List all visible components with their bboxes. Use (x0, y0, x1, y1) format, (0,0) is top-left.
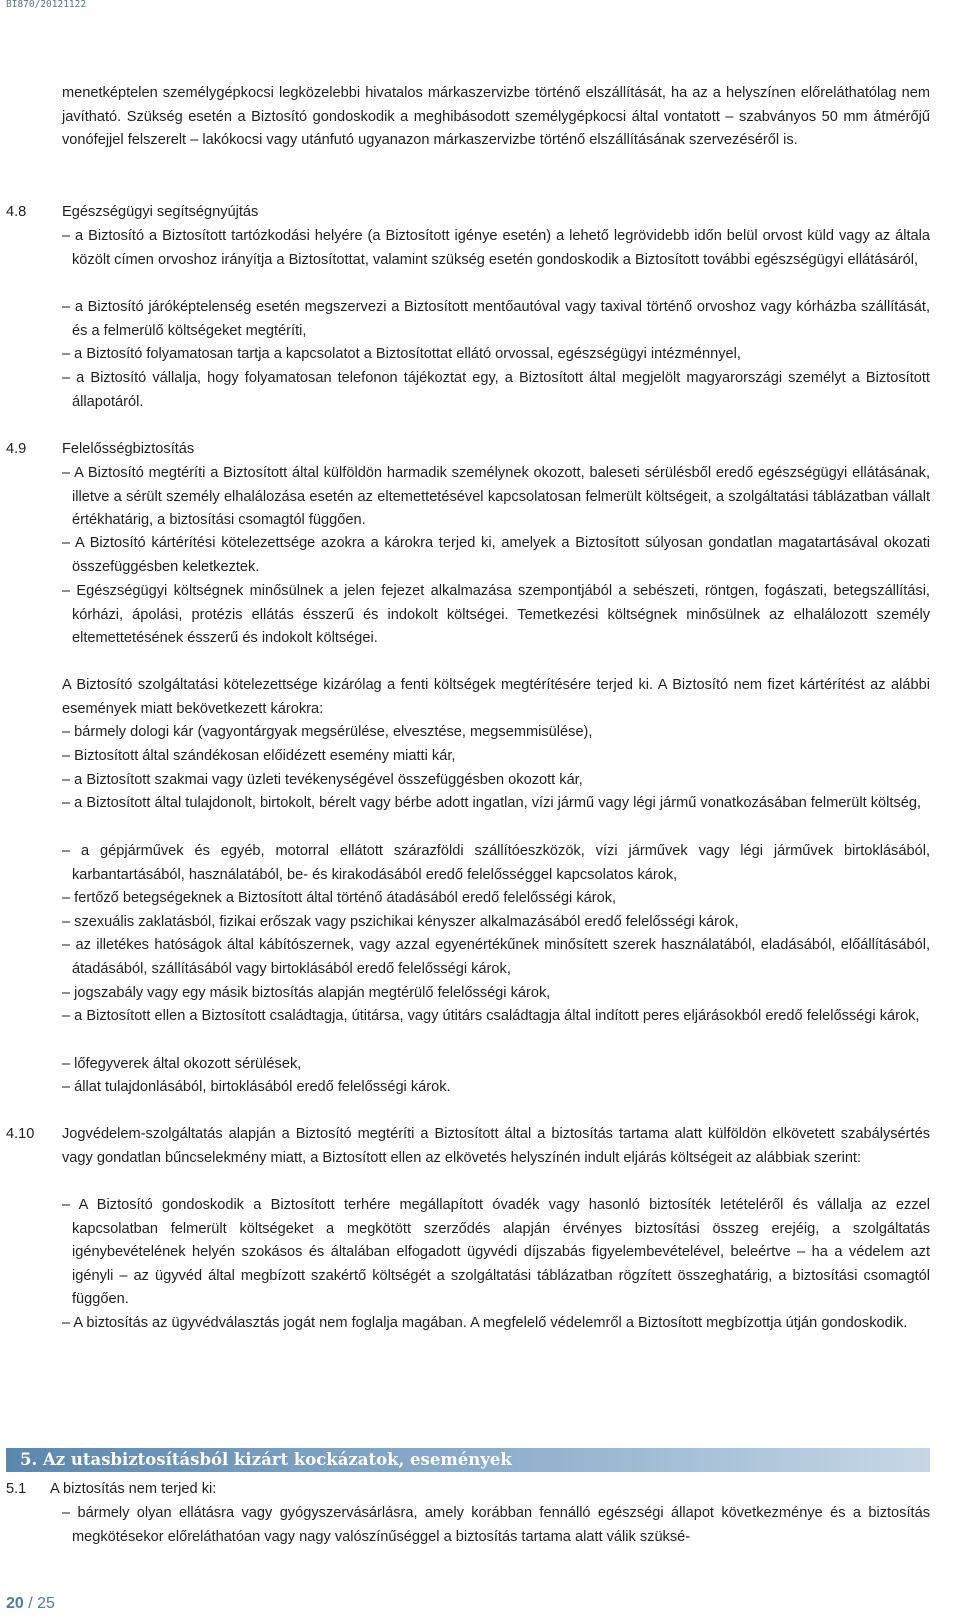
list-item: – jogszabály vagy egy másik biztosítás alapján megtérülő felelősségi károk, (62, 985, 551, 1001)
list-item: – a gépjárművek és egyéb, motorral ellátott szárazföldi szállítóeszközök, vízi járművek vagy légi járművek birtoklásából, karbantartásából, használatából, be- és kirakodásából eredő felelősséggel kapcsolatos károk, (62, 843, 930, 883)
list-item: – A Biztosító kártérítési kötelezettsége azokra a károkra terjed ki, amelyek a Biztosított súlyosan gondatlan magatartásával okozati összefüggésben keletkeztek. (62, 535, 930, 575)
list-item: – a Biztosító a Biztosított tartózkodási helyére (a Biztosított igénye esetén) a lehető legrövidebb időn belül orvost küld vagy az általa közölt címen orvoshoz irányítja a Biztosítottat, valamint szükség esetén gondoskodik a Biztosított további egészségügyi ellátásáról, (62, 228, 930, 268)
list-item: – a Biztosító folyamatosan tartja a kapcsolatot a Biztosítottat ellátó orvossal, egészségügyi intézménnyel, (62, 346, 741, 362)
intro-paragraph: menetképtelen személygépkocsi legközelebbi hivatalos márkaszervizbe történő elszállítását, ha az a helyszínen előreláthatólag nem javítható. Szükség esetén a Biztosító gondoskodik a meghibásodott személygépkocsi által vontatott – szabványos 50 mm átmérőjű vonófejjel felszerelt – lakókocsi vagy utánfutó ugyanazon márkaszervizbe történő elszállításának szervezéséről is. (62, 85, 930, 149)
list-item: – Biztosított által szándékosan előidézett esemény miatti kár, (62, 748, 456, 764)
section-5-1-title: A biztosítás nem terjed ki: (50, 1481, 217, 1497)
list-item: – fertőző betegségeknek a Biztosított által történő átadásából eredő felelősségi károk, (62, 890, 617, 906)
list-item: – a Biztosított szakmai vagy üzleti tevékenységével összefüggésben okozott kár, (62, 772, 583, 788)
list-item: – bármely dologi kár (vagyontárgyak megsérülése, elvesztése, megsemmisülése), (62, 724, 593, 740)
list-item: – A Biztosító megtéríti a Biztosított által külföldön harmadik személynek okozott, baleseti sérülésből eredő egészségügyi ellátásának, illetve a sérült személy elhalálozása esetén az eltemettetésével kapcsolatosan felmerült költségeit, a szolgáltatási táblázatban vállalt értékhatárig, a biztosítási csomagtól függően. (62, 465, 930, 529)
list-item: – A Biztosító gondoskodik a Biztosított terhére megállapított óvadék vagy hasonló biztosíték letételéről és vállalja az ezzel kapcsolatban felmerült költségeket a megkötött szerződés alapján érvényes biztosítási összeg erejéig, a szolgáltatás igénybevételének helyén szokásos és általában elfogadott ügyvédi díjszabás figyelembevételével, beleértve – ha a védelem azt igényli – az ügyvéd által megbízott szakértő költségét a szolgáltatási táblázatban rögzített összeghatárig, a biztosítási csomagtól függően. (62, 1197, 930, 1308)
list-item: – A biztosítás az ügyvédválasztás jogát nem foglalja magában. A megfelelő védelemről a Biztosított megbízottja útján gondoskodik. (62, 1315, 908, 1331)
list-item: – a Biztosító járóképtelenség esetén megszervezi a Biztosított mentőautóval vagy taxival történő orvoshoz vagy kórházba szállítását, és a felmerülő költségeket megtéríti, (62, 299, 930, 339)
section-5-heading: 5. Az utasbiztosításból kizárt kockázatok, események (20, 1450, 512, 1469)
section-4-8-number: 4.8 (6, 204, 27, 220)
list-item: – lőfegyverek által okozott sérülések, (62, 1056, 302, 1072)
section-5-1-number: 5.1 (6, 1481, 27, 1497)
list-item: – a Biztosított által tulajdonolt, birtokolt, bérelt vagy bérbe adott ingatlan, vízi jármű vagy légi jármű vonatkozásában felmerült költség, (62, 795, 922, 811)
page-number (6, 1594, 55, 1614)
list-item: – a Biztosított ellen a Biztosított családtagja, útitársa, vagy útitárs családtagja által indított peres eljárásokból eredő felelősségi károk, (62, 1008, 920, 1024)
list-item: – az illetékes hatóságok által kábítószernek, vagy azzal egyenértékűnek minősített szerek használatából, eladásából, előállításából, átadásából, szállításából vagy birtoklásából eredő felelősségi károk, (62, 937, 930, 977)
list-item: – állat tulajdonlásából, birtoklásából eredő felelősségi károk. (62, 1079, 451, 1095)
exclusion-intro: A Biztosító szolgáltatási kötelezettsége kizárólag a fenti költségek megtérítésére terjed ki. A Biztosító nem fizet kártérítést az alábbi események miatt bekövetkezett károkra: (62, 677, 930, 717)
section-4-9-number: 4.9 (6, 441, 27, 457)
list-item: – Egészségügyi költségnek minősülnek a jelen fejezet alkalmazása szempontjából a sebészeti, röntgen, fogászati, betegszállítási, kórházi, ápolási, protézis ellátás ésszerű és indokolt költségei. Temetkezési költségnek minősülnek az elhalálozott személy eltemettetésének ésszerű és indokolt költségei. (62, 583, 930, 647)
section-4-8-title: Egészségügyi segítségnyújtás (62, 204, 259, 220)
list-item: – bármely olyan ellátásra vagy gyógyszervásárlásra, amely korábban fennálló egészségi állapot következménye és a biztosítás megkötésekor előreláthatóan vagy nagy valószínűséggel a biztosítás tartama alatt válik szüksé- (62, 1505, 930, 1545)
section-4-10-text: Jogvédelem-szolgáltatás alapján a Biztosító megtéríti a Biztosított által a biztosítás tartama alatt külföldön elkövetett szabálysértés vagy gondatlan bűncselekmény miatt, a Biztosított ellen az elkövetés helyszínén indult eljárás költségeit az alábbiak szerint: (62, 1126, 930, 1166)
section-4-10-number: 4.10 (6, 1126, 35, 1142)
section-4-9-title: Felelősségbiztosítás (62, 441, 195, 457)
list-item: – a Biztosító vállalja, hogy folyamatosan telefonon tájékoztat egy, a Biztosított által megjelölt magyarországi személyt a Biztosított állapotáról. (62, 370, 930, 410)
section-5-banner (6, 1448, 930, 1472)
page-total: / 25 (23, 1595, 55, 1612)
page-current: 20 (6, 1595, 24, 1612)
list-item: – szexuális zaklatásból, fizikai erőszak vagy pszichikai kényszer alkalmazásából eredő felelősségi károk, (62, 914, 739, 930)
document-code: BI870/20121122 (6, 0, 87, 10)
